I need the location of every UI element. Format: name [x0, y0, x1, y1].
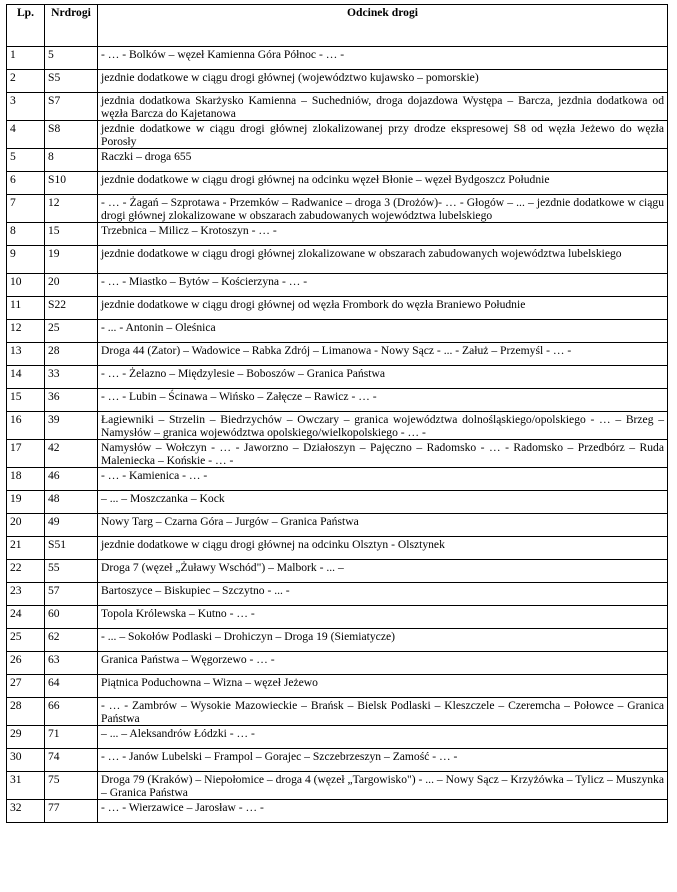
- table-row: [7, 389, 668, 412]
- cell-odcinek: - … - Miastko – Bytów – Kościerzyna - … -: [98, 274, 668, 297]
- cell-lp: 21: [7, 537, 45, 560]
- table-row: [7, 491, 668, 514]
- cell-odcinek: Raczki – droga 655: [98, 149, 668, 172]
- cell-lp: 28: [7, 698, 45, 726]
- cell-lp: 23: [7, 583, 45, 606]
- table-row: [7, 195, 668, 223]
- cell-lp: 27: [7, 675, 45, 698]
- cell-nr-drogi: 36: [45, 389, 98, 412]
- cell-odcinek: Bartoszyce – Biskupiec – Szczytno - ... -: [98, 583, 668, 606]
- cell-lp: 30: [7, 749, 45, 772]
- cell-lp: 10: [7, 274, 45, 297]
- document-page: [6, 4, 667, 823]
- table-row: [7, 726, 668, 749]
- table-row: [7, 468, 668, 491]
- cell-nr-drogi: 66: [45, 698, 98, 726]
- table-header-row: [7, 5, 668, 47]
- cell-nr-drogi: 77: [45, 800, 98, 823]
- cell-odcinek: Droga 7 (węzeł „Żuławy Wschód") – Malbork - ... –: [98, 560, 668, 583]
- header-nr-drogi: [45, 5, 98, 47]
- cell-nr-drogi: 64: [45, 675, 98, 698]
- table-row: [7, 749, 668, 772]
- table-row: [7, 172, 668, 195]
- cell-lp: 18: [7, 468, 45, 491]
- cell-lp: 32: [7, 800, 45, 823]
- table-row: [7, 297, 668, 320]
- cell-odcinek: jezdnie dodatkowe w ciągu drogi głównej (województwo kujawsko – pomorskie): [98, 70, 668, 93]
- cell-odcinek: Topola Królewska – Kutno - … -: [98, 606, 668, 629]
- table-row: [7, 800, 668, 823]
- cell-nr-drogi: S7: [45, 93, 98, 121]
- cell-nr-drogi: 63: [45, 652, 98, 675]
- cell-odcinek: Namysłów – Wołczyn - … - Jaworzno – Działoszyn – Pajęczno – Radomsko - … - Radomsko – Przedbórz – Ruda Maleniecka – Końskie - … -: [98, 440, 668, 468]
- table-row: [7, 652, 668, 675]
- cell-lp: 22: [7, 560, 45, 583]
- cell-nr-drogi: S5: [45, 70, 98, 93]
- cell-nr-drogi: 46: [45, 468, 98, 491]
- table-body: [7, 47, 668, 823]
- cell-odcinek: jezdnia dodatkowa Skarżysko Kamienna – Suchedniów, droga dojazdowa Występa – Barcza, jezdnia dodatkowa od węzła Barcza do Kajetanowa: [98, 93, 668, 121]
- cell-odcinek: - ... - Antonin – Oleśnica: [98, 320, 668, 343]
- cell-odcinek: - ... – Sokołów Podlaski – Drohiczyn – Droga 19 (Siemiatycze): [98, 629, 668, 652]
- cell-nr-drogi: S22: [45, 297, 98, 320]
- cell-lp: 3: [7, 93, 45, 121]
- cell-nr-drogi: 39: [45, 412, 98, 440]
- table-row: [7, 343, 668, 366]
- cell-odcinek: Droga 44 (Zator) – Wadowice – Rabka Zdrój – Limanowa - Nowy Sącz - ... - Załuż – Przemyśl - … -: [98, 343, 668, 366]
- cell-odcinek: - … - Zambrów – Wysokie Mazowieckie – Brańsk – Bielsk Podlaski – Kleszczele – Czeremcha – Połowce – Granica Państwa: [98, 698, 668, 726]
- cell-odcinek: Trzebnica – Milicz – Krotoszyn - … -: [98, 223, 668, 246]
- cell-nr-drogi: 49: [45, 514, 98, 537]
- cell-nr-drogi: 28: [45, 343, 98, 366]
- table-row: [7, 772, 668, 800]
- table-row: [7, 47, 668, 70]
- table-row: [7, 366, 668, 389]
- cell-lp: 24: [7, 606, 45, 629]
- cell-lp: 13: [7, 343, 45, 366]
- cell-nr-drogi: 48: [45, 491, 98, 514]
- cell-lp: 11: [7, 297, 45, 320]
- cell-lp: 6: [7, 172, 45, 195]
- cell-odcinek: Piątnica Poduchowna – Wizna – węzeł Jeżewo: [98, 675, 668, 698]
- header-odcinek-drogi: Odcinek drogi: [98, 5, 668, 47]
- cell-nr-drogi: S51: [45, 537, 98, 560]
- cell-lp: 25: [7, 629, 45, 652]
- cell-lp: 1: [7, 47, 45, 70]
- cell-nr-drogi: 19: [45, 246, 98, 274]
- cell-lp: 17: [7, 440, 45, 468]
- cell-nr-drogi: S8: [45, 121, 98, 149]
- cell-nr-drogi: S10: [45, 172, 98, 195]
- roads-table: [6, 4, 668, 823]
- cell-nr-drogi: 60: [45, 606, 98, 629]
- cell-lp: 29: [7, 726, 45, 749]
- cell-lp: 12: [7, 320, 45, 343]
- cell-nr-drogi: 57: [45, 583, 98, 606]
- cell-lp: 19: [7, 491, 45, 514]
- table-row: [7, 149, 668, 172]
- cell-nr-drogi: 25: [45, 320, 98, 343]
- cell-nr-drogi: 71: [45, 726, 98, 749]
- header-lp: Lp.: [7, 5, 45, 47]
- cell-lp: 16: [7, 412, 45, 440]
- cell-lp: 8: [7, 223, 45, 246]
- table-row: [7, 223, 668, 246]
- cell-lp: 7: [7, 195, 45, 223]
- cell-odcinek: Łagiewniki – Strzelin – Biedrzychów – Owczary – granica województwa dolnośląskiego/opolskiego - … – Brzeg – Namysłów – granica województwa opolskiego/wielkopolskiego - … -: [98, 412, 668, 440]
- table-row: [7, 675, 668, 698]
- table-row: [7, 412, 668, 440]
- cell-odcinek: - … - Wierzawice – Jarosław - … -: [98, 800, 668, 823]
- cell-nr-drogi: 42: [45, 440, 98, 468]
- cell-odcinek: jezdnie dodatkowe w ciągu drogi głównej od węzła Frombork do węzła Braniewo Południe: [98, 297, 668, 320]
- table-row: [7, 698, 668, 726]
- cell-lp: 5: [7, 149, 45, 172]
- table-row: [7, 440, 668, 468]
- cell-nr-drogi: 20: [45, 274, 98, 297]
- cell-odcinek: - … - Żagań – Szprotawa - Przemków – Radwanice – droga 3 (Drożów)- … - Głogów – ... – jezdnie dodatkowe w ciągu drogi głównej zlokalizowane w obszarach zabudowanych województwa lubelskiego: [98, 195, 668, 223]
- cell-odcinek: – ... – Aleksandrów Łódzki - … -: [98, 726, 668, 749]
- table-row: [7, 274, 668, 297]
- cell-odcinek: jezdnie dodatkowe w ciągu drogi głównej zlokalizowanej przy drodze ekspresowej S8 od węzła Jeżewo do węzła Porosły: [98, 121, 668, 149]
- table-row: [7, 246, 668, 274]
- cell-odcinek: Nowy Targ – Czarna Góra – Jurgów – Granica Państwa: [98, 514, 668, 537]
- cell-nr-drogi: 5: [45, 47, 98, 70]
- header-nr-line2: drogi: [64, 6, 91, 19]
- cell-odcinek: - … - Bolków – węzeł Kamienna Góra Północ - … -: [98, 47, 668, 70]
- cell-odcinek: Granica Państwa – Węgorzewo - … -: [98, 652, 668, 675]
- table-row: [7, 93, 668, 121]
- table-row: [7, 560, 668, 583]
- cell-lp: 15: [7, 389, 45, 412]
- table-row: [7, 583, 668, 606]
- cell-nr-drogi: 12: [45, 195, 98, 223]
- header-nr-line1: Nr: [51, 6, 65, 19]
- cell-nr-drogi: 75: [45, 772, 98, 800]
- cell-nr-drogi: 33: [45, 366, 98, 389]
- cell-lp: 26: [7, 652, 45, 675]
- cell-odcinek: Droga 79 (Kraków) – Niepołomice – droga 4 (węzeł „Targowisko") - ... – Nowy Sącz – Krzyżówka – Tylicz – Muszynka – Granica Państwa: [98, 772, 668, 800]
- cell-odcinek: - … - Żelazno – Międzylesie – Boboszów – Granica Państwa: [98, 366, 668, 389]
- cell-odcinek: jezdnie dodatkowe w ciągu drogi głównej na odcinku Olsztyn - Olsztynek: [98, 537, 668, 560]
- cell-nr-drogi: 8: [45, 149, 98, 172]
- cell-odcinek: - … - Kamienica - … -: [98, 468, 668, 491]
- table-row: [7, 606, 668, 629]
- table-row: [7, 70, 668, 93]
- table-row: [7, 629, 668, 652]
- cell-odcinek: – ... – Moszczanka – Kock: [98, 491, 668, 514]
- cell-nr-drogi: 74: [45, 749, 98, 772]
- cell-lp: 9: [7, 246, 45, 274]
- cell-nr-drogi: 15: [45, 223, 98, 246]
- cell-nr-drogi: 62: [45, 629, 98, 652]
- cell-odcinek: - … - Janów Lubelski – Frampol – Gorajec – Szczebrzeszyn – Zamość - … -: [98, 749, 668, 772]
- cell-lp: 31: [7, 772, 45, 800]
- cell-nr-drogi: 55: [45, 560, 98, 583]
- cell-lp: 20: [7, 514, 45, 537]
- table-row: [7, 537, 668, 560]
- table-row: [7, 320, 668, 343]
- cell-lp: 14: [7, 366, 45, 389]
- cell-lp: 4: [7, 121, 45, 149]
- cell-odcinek: jezdnie dodatkowe w ciągu drogi głównej zlokalizowane w obszarach zabudowanych województwa lubelskiego: [98, 246, 668, 274]
- table-row: [7, 121, 668, 149]
- cell-lp: 2: [7, 70, 45, 93]
- cell-odcinek: - … - Lubin – Ścinawa – Wińsko – Załęcze – Rawicz - … -: [98, 389, 668, 412]
- table-row: [7, 514, 668, 537]
- cell-odcinek: jezdnie dodatkowe w ciągu drogi głównej na odcinku węzeł Błonie – węzeł Bydgoszcz Południe: [98, 172, 668, 195]
